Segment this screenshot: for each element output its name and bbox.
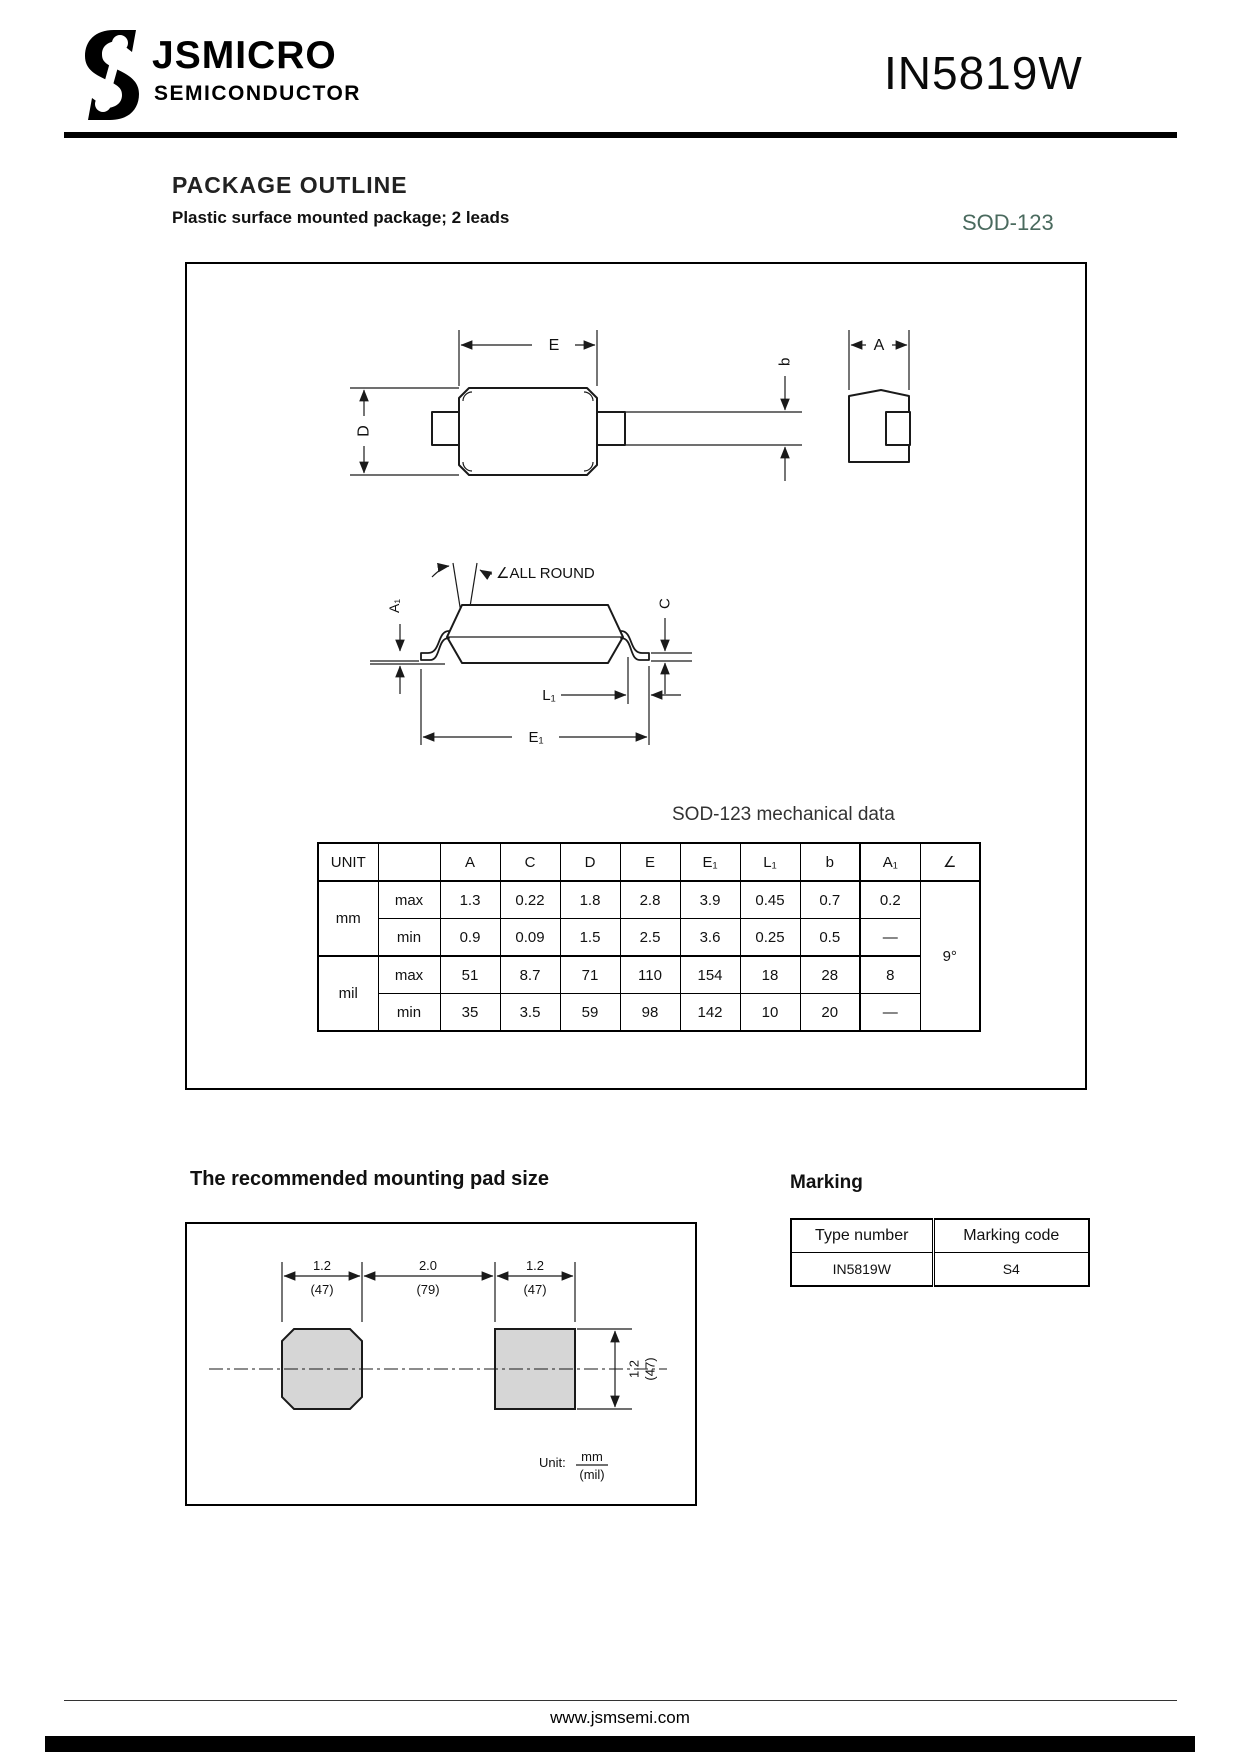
marking-header-code: Marking code bbox=[933, 1219, 1089, 1253]
cell: 10 bbox=[740, 994, 800, 1032]
part-number: IN5819W bbox=[884, 47, 1083, 99]
table-row bbox=[791, 1253, 1089, 1287]
pad-dim2-mm: 2.0 bbox=[418, 1258, 438, 1273]
pad-dim3-mm: 1.2 bbox=[525, 1258, 545, 1273]
cell: 3.5 bbox=[500, 994, 560, 1032]
cell: 59 bbox=[560, 994, 620, 1032]
top-view-drawing bbox=[350, 330, 802, 481]
mech-header-angle: ∠ bbox=[920, 843, 980, 881]
cell: 35 bbox=[440, 994, 500, 1032]
cell: 8.7 bbox=[500, 956, 560, 994]
mech-header-blank bbox=[378, 843, 440, 881]
cell: 8 bbox=[860, 956, 920, 994]
dim-label-E: E bbox=[548, 337, 560, 354]
cell: 154 bbox=[680, 956, 740, 994]
cell: 2.8 bbox=[620, 881, 680, 919]
cell: 0.09 bbox=[500, 919, 560, 957]
marking-code: S4 bbox=[933, 1253, 1089, 1287]
marking-type-number: IN5819W bbox=[791, 1253, 933, 1287]
footer-rule bbox=[64, 1700, 1177, 1701]
brand-name: JSMICRO bbox=[152, 34, 337, 77]
footer-url: www.jsmsemi.com bbox=[550, 1708, 690, 1727]
mech-header-A: A bbox=[440, 843, 500, 881]
cell: 2.5 bbox=[620, 919, 680, 957]
pad-vdim-mm: 1.2 bbox=[626, 1359, 642, 1379]
pad-dim2-mil: (79) bbox=[416, 1282, 440, 1297]
mech-header-b: b bbox=[800, 843, 860, 881]
pad-vdim-mil: (47) bbox=[642, 1357, 658, 1381]
page-subtitle: Plastic surface mounted package; 2 leads bbox=[172, 208, 510, 227]
level-cell: max bbox=[378, 881, 440, 919]
mech-header-A1: A₁ bbox=[860, 843, 920, 881]
all-round-label: ∠ALL ROUND bbox=[496, 565, 595, 582]
cell: 3.9 bbox=[680, 881, 740, 919]
cell: — bbox=[860, 919, 920, 957]
cell: 28 bbox=[800, 956, 860, 994]
cell: 18 bbox=[740, 956, 800, 994]
mech-header-E: E bbox=[620, 843, 680, 881]
mech-header-E1: E₁ bbox=[680, 843, 740, 881]
cell: 1.3 bbox=[440, 881, 500, 919]
dim-label-A: A bbox=[873, 337, 885, 354]
dim-label-L1: L₁ bbox=[542, 687, 556, 704]
mech-header-L1: L₁ bbox=[740, 843, 800, 881]
mech-header-unit: UNIT bbox=[318, 843, 378, 881]
side-profile-drawing bbox=[370, 563, 692, 746]
pad-dim1-mil: (47) bbox=[310, 1282, 334, 1297]
mech-table-title: SOD-123 mechanical data bbox=[672, 804, 895, 825]
dim-label-C: C bbox=[656, 598, 674, 609]
marking-header-type: Type number bbox=[791, 1219, 933, 1253]
unit-mil-cell: mil bbox=[318, 956, 378, 1031]
unit-label: Unit: bbox=[539, 1455, 566, 1470]
page-title: PACKAGE OUTLINE bbox=[172, 172, 408, 198]
level-cell: max bbox=[378, 956, 440, 994]
cell: 0.2 bbox=[860, 881, 920, 919]
end-view-drawing bbox=[849, 330, 910, 462]
table-row bbox=[318, 994, 980, 1032]
jsmicro-logo-icon bbox=[82, 28, 142, 122]
logo-dot-bottom bbox=[95, 96, 111, 112]
cell: 0.7 bbox=[800, 881, 860, 919]
cell: 0.9 bbox=[440, 919, 500, 957]
brand-subtitle: SEMICONDUCTOR bbox=[154, 82, 361, 105]
unit-mm-cell: mm bbox=[318, 881, 378, 956]
cell: 1.8 bbox=[560, 881, 620, 919]
cell: — bbox=[860, 994, 920, 1032]
header-rule bbox=[64, 132, 1177, 138]
table-row bbox=[318, 956, 980, 994]
package-code: SOD-123 bbox=[962, 210, 1054, 235]
mech-header-D: D bbox=[560, 843, 620, 881]
unit-denominator: (mil) bbox=[579, 1467, 605, 1482]
level-cell: min bbox=[378, 994, 440, 1032]
footer-bar bbox=[45, 1736, 1195, 1752]
level-cell: min bbox=[378, 919, 440, 957]
pad-section-title: The recommended mounting pad size bbox=[190, 1168, 549, 1190]
marking-table bbox=[790, 1218, 1090, 1287]
cell: 1.5 bbox=[560, 919, 620, 957]
table-row bbox=[318, 919, 980, 957]
dim-label-A1: A₁ bbox=[386, 598, 402, 613]
cell: 3.6 bbox=[680, 919, 740, 957]
mounting-pad-drawing bbox=[187, 1224, 695, 1504]
unit-numerator: mm bbox=[581, 1449, 603, 1464]
dim-label-D: D bbox=[355, 425, 373, 437]
marking-header-row bbox=[791, 1219, 1089, 1253]
cell: 0.25 bbox=[740, 919, 800, 957]
cell: 71 bbox=[560, 956, 620, 994]
angle-value-cell: 9° bbox=[920, 881, 980, 1031]
logo-dot-top bbox=[112, 35, 128, 51]
mech-table bbox=[317, 842, 981, 1032]
cell: 20 bbox=[800, 994, 860, 1032]
cell: 0.45 bbox=[740, 881, 800, 919]
pad-dim1-mm: 1.2 bbox=[312, 1258, 332, 1273]
cell: 98 bbox=[620, 994, 680, 1032]
dim-label-E1: E₁ bbox=[528, 729, 544, 746]
mech-header-row bbox=[318, 843, 980, 881]
mounting-pad-box bbox=[185, 1222, 697, 1506]
cell: 0.22 bbox=[500, 881, 560, 919]
dim-label-b: b bbox=[776, 357, 794, 366]
cell: 142 bbox=[680, 994, 740, 1032]
pad-dim3-mil: (47) bbox=[523, 1282, 547, 1297]
cell: 51 bbox=[440, 956, 500, 994]
mech-header-C: C bbox=[500, 843, 560, 881]
cell: 110 bbox=[620, 956, 680, 994]
marking-section-title: Marking bbox=[790, 1172, 863, 1193]
package-outline-box bbox=[185, 262, 1087, 1090]
cell: 0.5 bbox=[800, 919, 860, 957]
unit-note bbox=[539, 1449, 608, 1482]
table-row bbox=[318, 881, 980, 919]
